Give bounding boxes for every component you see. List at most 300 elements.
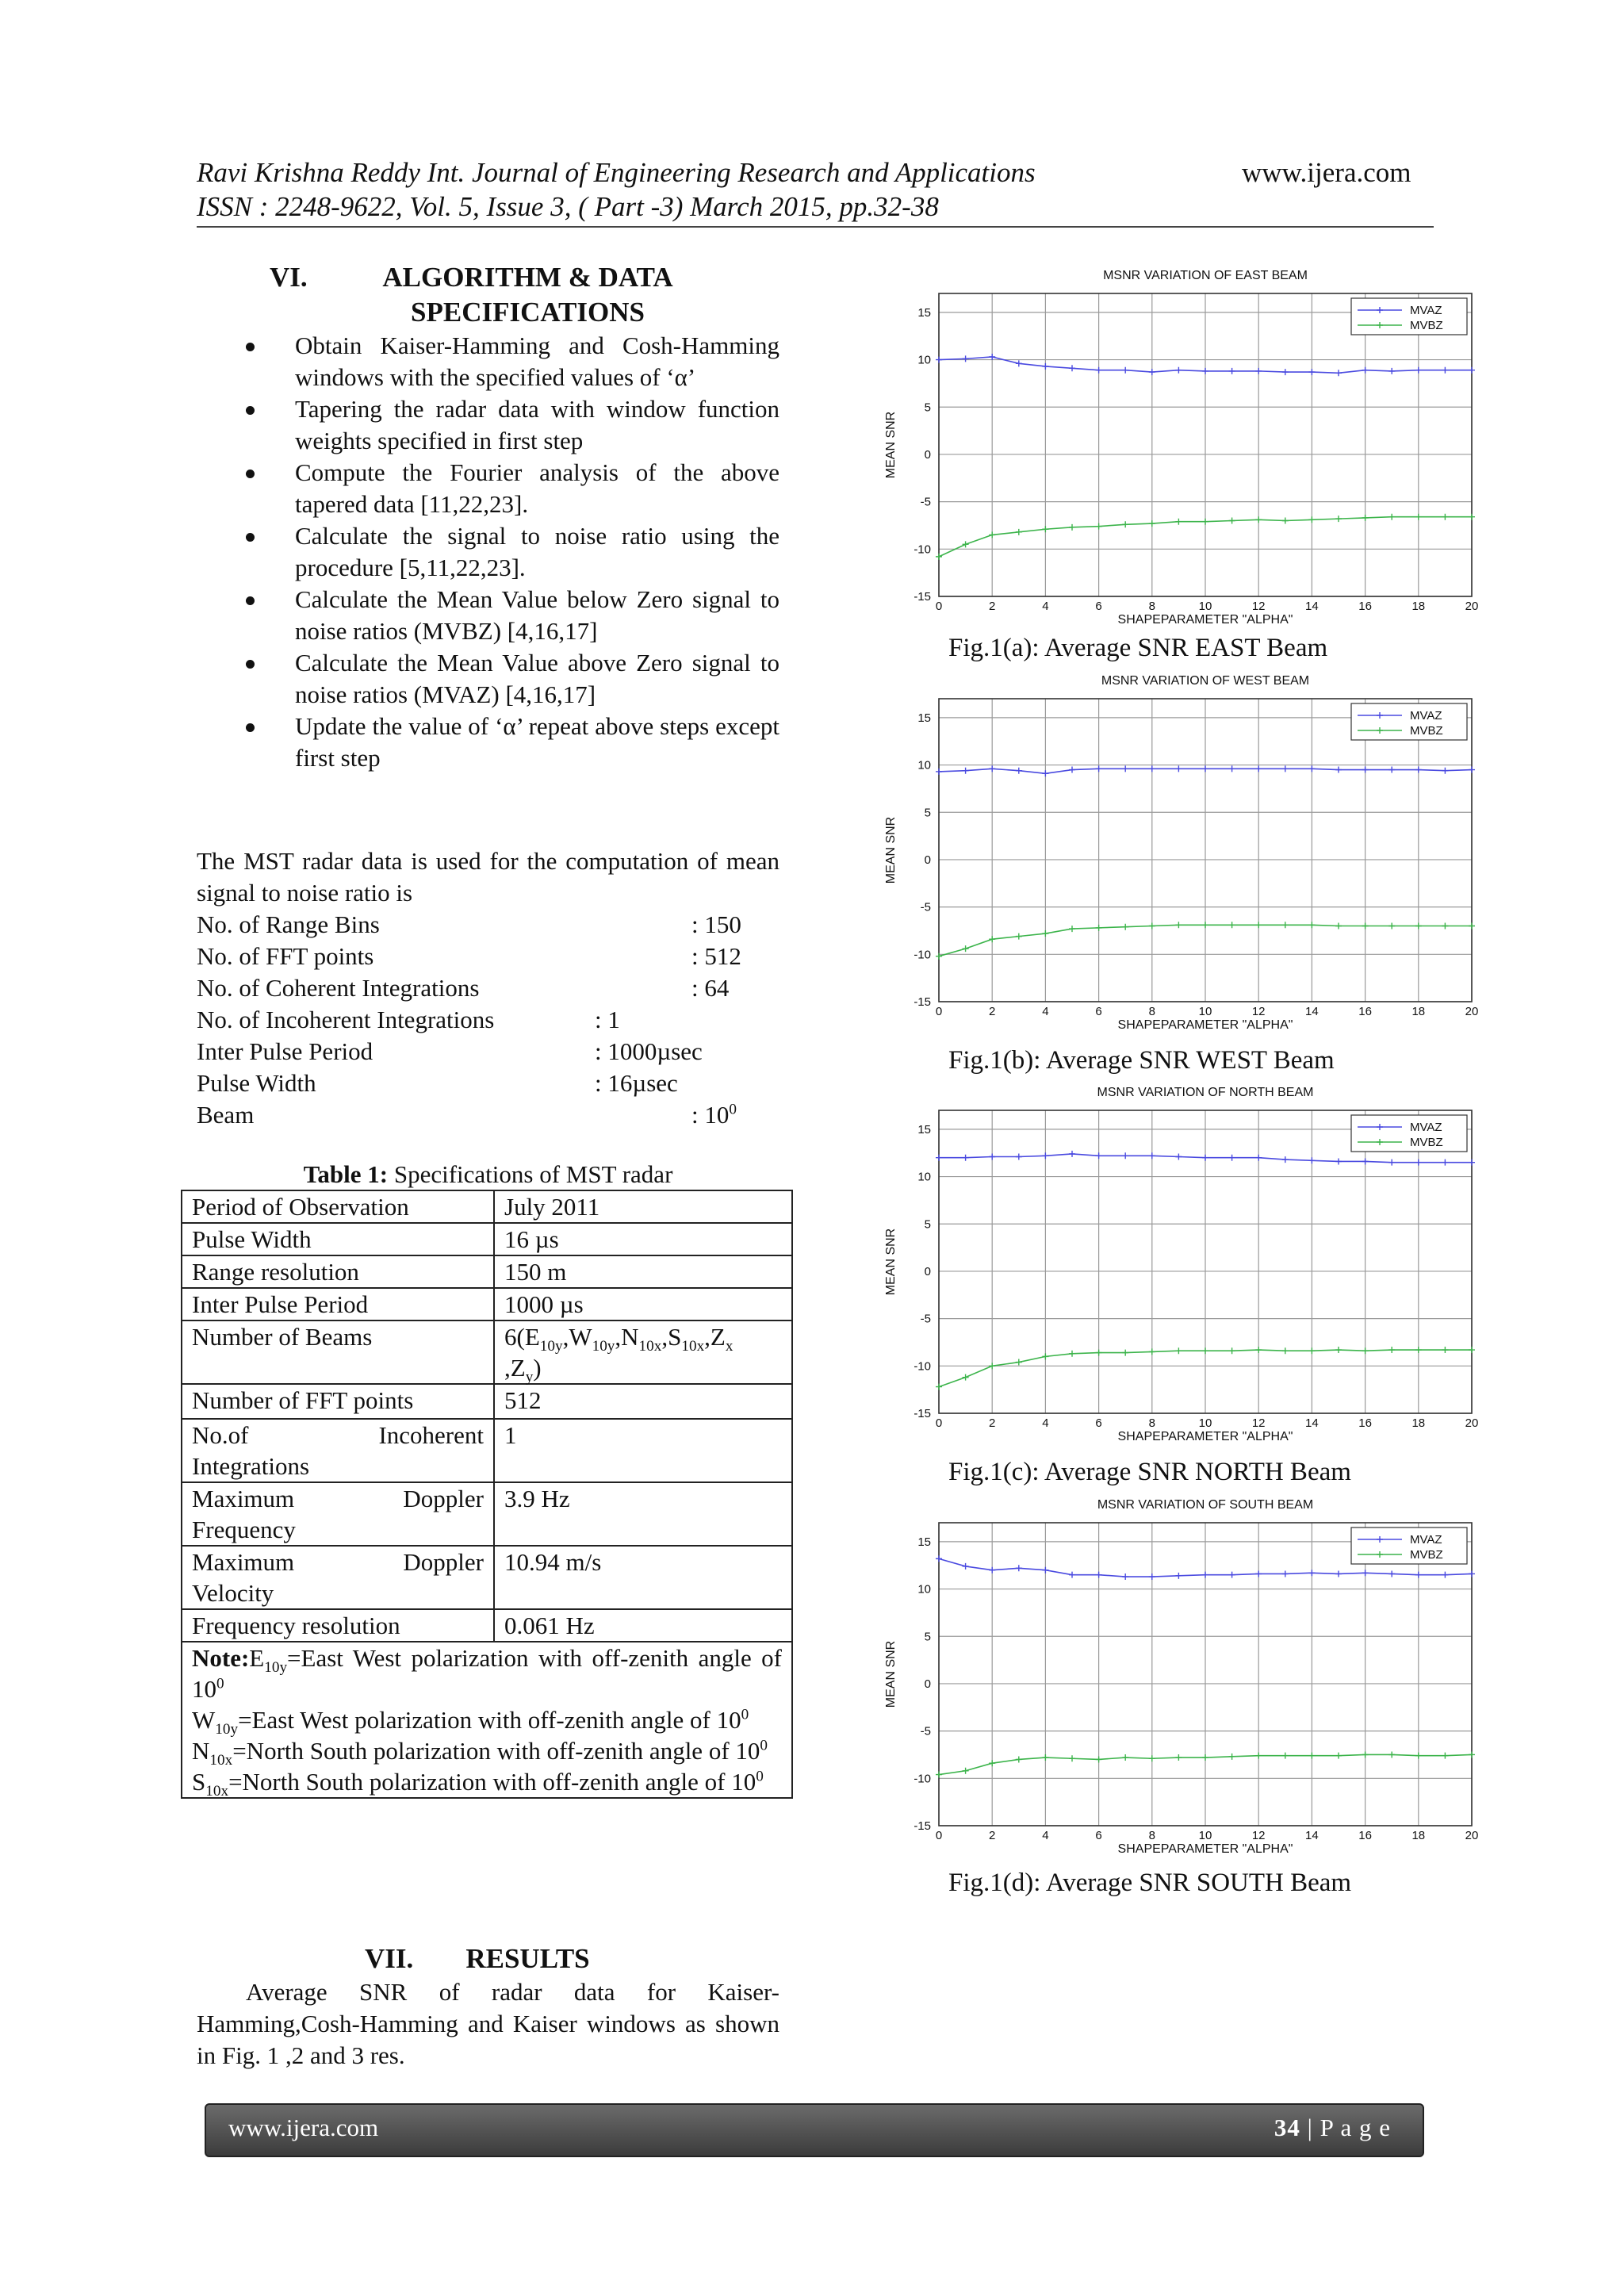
- legend-label-mvaz: MVAZ: [1410, 1121, 1442, 1134]
- algorithm-steps-list: [197, 330, 779, 774]
- table-row: [182, 1546, 792, 1609]
- data-point-mvaz: [1096, 1572, 1102, 1578]
- data-point-mvaz: [989, 1567, 995, 1573]
- section-6-title-line2: SPECIFICATIONS: [411, 297, 645, 328]
- beam-text: ,S: [661, 1323, 682, 1351]
- y-tick-label: -5: [920, 495, 931, 509]
- data-point-mvaz: [1229, 765, 1235, 772]
- bullet-icon: [246, 596, 255, 605]
- data-point-mvaz: [1442, 1159, 1448, 1166]
- data-point-mvbz: [1335, 923, 1342, 930]
- y-tick-label: 10: [917, 758, 931, 772]
- data-point-mvbz: [1016, 1756, 1022, 1762]
- x-tick-label: 4: [1042, 1416, 1049, 1430]
- key-word: Maximum: [192, 1548, 295, 1576]
- chart-svg: [872, 667, 1484, 1050]
- beam-text: ,Z: [504, 1354, 526, 1382]
- data-point-mvaz: [1282, 1570, 1289, 1577]
- table-cell-value: 512: [494, 1384, 792, 1419]
- table-cell-value: 1: [494, 1419, 792, 1482]
- x-tick-label: 8: [1148, 1829, 1155, 1842]
- bullet-icon: [246, 406, 255, 415]
- data-point-mvaz: [989, 354, 995, 360]
- table-cell-key: Inter Pulse Period: [182, 1288, 494, 1320]
- journal-header-line1: Ravi Krishna Reddy Int. Journal of Engineering Research and Applications: [197, 157, 1036, 188]
- x-tick-label: 2: [989, 1829, 996, 1842]
- table-row: [182, 1288, 792, 1320]
- x-tick-label: 10: [1198, 1829, 1212, 1842]
- data-point-mvaz: [1042, 1152, 1048, 1159]
- data-point-mvbz: [989, 1363, 995, 1369]
- y-axis-label: MEAN SNR: [884, 1228, 898, 1296]
- x-tick-label: 6: [1095, 600, 1102, 613]
- spec-label: No. of FFT points: [197, 942, 374, 970]
- table-cell-key: Range resolution: [182, 1255, 494, 1288]
- algorithm-step: [197, 711, 779, 774]
- data-point-mvbz: [1202, 1347, 1208, 1354]
- spec-value: : 150: [691, 910, 741, 938]
- data-point-mvbz: [1069, 926, 1075, 932]
- data-point-mvbz: [963, 541, 969, 547]
- chart-grid: [939, 699, 1472, 1002]
- data-point-mvbz: [989, 936, 995, 942]
- y-tick-label: -5: [920, 900, 931, 914]
- data-point-mvaz: [1175, 1153, 1182, 1159]
- note-symbol: E: [249, 1644, 265, 1672]
- data-point-mvaz: [1069, 365, 1075, 371]
- table-cell-value: 10.94 m/s: [494, 1546, 792, 1609]
- x-tick-label: 14: [1305, 600, 1319, 613]
- data-point-mvbz: [1308, 516, 1315, 523]
- x-tick-label: 14: [1305, 1005, 1319, 1018]
- beam-sub: 10y: [539, 1338, 563, 1355]
- section-6-number: VI.: [270, 262, 308, 293]
- data-point-mvaz: [1362, 1158, 1369, 1164]
- x-tick-label: 2: [989, 1005, 996, 1018]
- data-point-mvaz: [1042, 363, 1048, 370]
- data-point-mvaz: [1202, 1572, 1208, 1578]
- table-row: [182, 1320, 792, 1384]
- data-point-mvbz: [1096, 523, 1102, 530]
- section-7-title: RESULTS: [465, 1943, 590, 1974]
- data-point-mvbz: [1335, 1753, 1342, 1759]
- table-cell-key: Number of FFT points: [182, 1384, 494, 1419]
- note-text: =North South polarization with off-zenith angle of 10: [232, 1737, 760, 1765]
- note-sup: 0: [760, 1737, 768, 1754]
- y-tick-label: -15: [914, 1407, 931, 1420]
- data-point-mvbz: [1042, 526, 1048, 532]
- legend-box: [1351, 298, 1467, 335]
- data-point-mvaz: [936, 1155, 942, 1161]
- data-point-mvaz: [1069, 1151, 1075, 1157]
- data-point-mvbz: [1229, 922, 1235, 928]
- x-tick-label: 16: [1358, 1829, 1372, 1842]
- data-point-mvaz: [1175, 765, 1182, 772]
- y-tick-label: 5: [924, 401, 931, 415]
- data-point-mvbz: [1202, 1754, 1208, 1761]
- footer-site-link[interactable]: www.ijera.com: [228, 2114, 379, 2141]
- note-symbol: N: [192, 1737, 210, 1765]
- data-point-mvaz: [1096, 367, 1102, 374]
- data-point-mvbz: [1255, 1347, 1262, 1353]
- data-point-mvaz: [1016, 1153, 1022, 1159]
- note-line-south: [192, 1766, 782, 1800]
- chart-west-beam: [872, 667, 1484, 1050]
- data-point-mvaz: [1122, 1573, 1128, 1580]
- beam-sub: 10x: [638, 1338, 662, 1355]
- table-row: [182, 1255, 792, 1288]
- x-tick-label: 0: [935, 1005, 943, 1018]
- spec-value: : 512: [691, 942, 741, 970]
- x-tick-label: 12: [1251, 600, 1266, 613]
- legend-label-mvaz: MVAZ: [1410, 1533, 1442, 1547]
- spec-label: Inter Pulse Period: [197, 1037, 373, 1065]
- table-cell-key: Number of Beams: [182, 1320, 494, 1384]
- spec-value-sup: 0: [729, 1101, 737, 1118]
- y-tick-label: 0: [924, 1677, 931, 1691]
- data-point-mvbz: [1335, 516, 1342, 522]
- data-point-mvaz: [1202, 1155, 1208, 1161]
- key-word: No.of: [192, 1421, 249, 1449]
- data-point-mvbz: [1362, 515, 1369, 521]
- key-word: Integrations: [192, 1452, 310, 1480]
- x-tick-label: 14: [1305, 1829, 1319, 1842]
- data-point-mvbz: [1096, 1756, 1102, 1762]
- data-point-mvbz: [1175, 1347, 1182, 1354]
- beam-text: ,N: [615, 1323, 639, 1351]
- algorithm-step-text: Update the value of ‘α’ repeat above steps except first step: [295, 712, 779, 772]
- fig-1a-caption: Fig.1(a): Average SNR EAST Beam: [948, 634, 1328, 662]
- chart-north-beam: [872, 1079, 1484, 1462]
- data-point-mvbz: [963, 945, 969, 952]
- data-point-mvbz: [1069, 1351, 1075, 1357]
- beam-text: ,Z: [704, 1323, 726, 1351]
- table-1-caption: [197, 1159, 779, 1190]
- x-tick-label: 12: [1251, 1829, 1266, 1842]
- data-point-mvbz: [1282, 1753, 1289, 1759]
- data-point-mvbz: [989, 531, 995, 538]
- data-point-mvaz: [1229, 1572, 1235, 1578]
- note-sub: 10y: [264, 1659, 288, 1677]
- table-cell-value: 150 m: [494, 1255, 792, 1288]
- data-point-mvaz: [1442, 768, 1448, 774]
- spec-value-text: : 10: [691, 1101, 730, 1129]
- note-symbol: W: [192, 1706, 216, 1734]
- table-cell-value: 16 µs: [494, 1223, 792, 1255]
- bullet-icon: [246, 660, 255, 669]
- x-axis-label: SHAPEPARAMETER "ALPHA": [1117, 613, 1293, 627]
- data-point-mvaz: [1469, 1570, 1475, 1577]
- algorithm-step-text: Calculate the Mean Value below Zero signal to noise ratios (MVBZ) [4,16,17]: [295, 585, 779, 645]
- data-point-mvbz: [1308, 1753, 1315, 1759]
- table-row: [182, 1609, 792, 1642]
- journal-site-link[interactable]: www.ijera.com: [1242, 157, 1411, 188]
- x-tick-label: 0: [935, 1829, 943, 1842]
- y-axis-label: MEAN SNR: [884, 1640, 898, 1708]
- radar-spec-list: [197, 909, 779, 1131]
- algorithm-step: [197, 584, 779, 647]
- data-point-mvbz: [1415, 1347, 1422, 1353]
- data-point-mvbz: [1175, 922, 1182, 928]
- data-point-mvaz: [936, 769, 942, 775]
- data-point-mvbz: [1229, 1754, 1235, 1760]
- x-tick-label: 16: [1358, 1005, 1372, 1018]
- data-point-mvaz: [1042, 770, 1048, 776]
- data-point-mvaz: [1016, 360, 1022, 366]
- mst-intro-paragraph: The MST radar data is used for the computation of mean signal to noise ratio is: [197, 847, 779, 907]
- algorithm-step-text: Tapering the radar data with window function weights specified in first step: [295, 395, 779, 454]
- data-point-mvaz: [1096, 1152, 1102, 1159]
- data-point-mvaz: [1469, 367, 1475, 374]
- table-cell-key: Period of Observation: [182, 1190, 494, 1223]
- data-point-mvaz: [1335, 1158, 1342, 1164]
- data-point-mvaz: [1149, 1152, 1155, 1159]
- chart-title: MSNR VARIATION OF EAST BEAM: [1103, 269, 1308, 282]
- key-word: Doppler: [403, 1485, 484, 1512]
- data-point-mvaz: [1415, 767, 1422, 773]
- algorithm-step: [197, 520, 779, 584]
- data-point-mvaz: [1388, 767, 1395, 773]
- data-point-mvaz: [1282, 369, 1289, 375]
- algorithm-step-text: Calculate the signal to noise ratio using the procedure [5,11,22,23].: [295, 522, 779, 581]
- data-point-mvbz: [1122, 1754, 1128, 1761]
- x-tick-label: 8: [1148, 600, 1155, 613]
- data-point-mvbz: [1282, 922, 1289, 928]
- data-point-mvaz: [936, 357, 942, 363]
- y-tick-label: 5: [924, 806, 931, 820]
- y-tick-label: -5: [920, 1724, 931, 1738]
- data-point-mvaz: [1069, 767, 1075, 773]
- chart-title: MSNR VARIATION OF WEST BEAM: [1101, 674, 1310, 688]
- data-point-mvaz: [1308, 1570, 1315, 1576]
- data-point-mvbz: [1362, 1347, 1369, 1354]
- page-footer: [205, 2103, 1424, 2157]
- y-tick-label: 15: [917, 305, 931, 320]
- data-point-mvaz: [1202, 765, 1208, 772]
- table-cell-key: [182, 1419, 494, 1482]
- data-point-mvbz: [936, 1384, 942, 1390]
- data-point-mvbz: [1388, 514, 1395, 520]
- x-tick-label: 14: [1305, 1416, 1319, 1430]
- data-point-mvaz: [1255, 368, 1262, 374]
- data-point-mvaz: [1308, 765, 1315, 772]
- data-point-mvbz: [1202, 519, 1208, 525]
- chart-svg: [872, 1491, 1484, 1874]
- x-tick-label: 20: [1465, 600, 1479, 613]
- data-point-mvaz: [1175, 1573, 1182, 1579]
- data-point-mvaz: [1202, 368, 1208, 374]
- table-cell-key: Pulse Width: [182, 1223, 494, 1255]
- note-label: Note:: [192, 1644, 250, 1672]
- x-tick-label: 16: [1358, 600, 1372, 613]
- chart-title: MSNR VARIATION OF SOUTH BEAM: [1097, 1498, 1314, 1512]
- beam-text: ): [533, 1354, 542, 1382]
- data-point-mvaz: [1175, 367, 1182, 374]
- data-point-mvaz: [936, 1555, 942, 1562]
- spec-row: [197, 1004, 779, 1036]
- data-point-mvaz: [1255, 765, 1262, 772]
- beam-sub: x: [725, 1338, 733, 1355]
- mst-radar-spec-table: [181, 1190, 793, 1799]
- data-point-mvaz: [1388, 1570, 1395, 1577]
- table-1-caption-label: Table 1:: [303, 1160, 389, 1188]
- y-tick-label: 0: [924, 853, 931, 867]
- table-row: [182, 1482, 792, 1546]
- note-text: =North South polarization with off-zenith angle of 10: [228, 1768, 756, 1796]
- note-line-west: [192, 1704, 782, 1738]
- x-tick-label: 4: [1042, 1005, 1049, 1018]
- data-point-mvaz: [1229, 1155, 1235, 1161]
- spec-row: [197, 941, 779, 972]
- spec-value: : 64: [691, 974, 730, 1002]
- x-tick-label: 2: [989, 600, 996, 613]
- note-sub: 10y: [215, 1721, 239, 1738]
- table-note: [182, 1642, 792, 1798]
- algorithm-step-text: Compute the Fourier analysis of the above tapered data [11,22,23].: [295, 458, 779, 518]
- algorithm-step: [197, 330, 779, 393]
- section-7-heading: [197, 1941, 779, 1976]
- data-point-mvbz: [1229, 518, 1235, 524]
- key-word: Maximum: [192, 1485, 295, 1512]
- x-tick-label: 18: [1411, 1416, 1426, 1430]
- algorithm-step-text: Calculate the Mean Value above Zero signal to noise ratios (MVAZ) [4,16,17]: [295, 649, 779, 708]
- x-tick-label: 10: [1198, 1005, 1212, 1018]
- data-point-mvaz: [963, 768, 969, 774]
- table-row: [182, 1223, 792, 1255]
- spec-row: [197, 972, 779, 1004]
- x-axis-label: SHAPEPARAMETER "ALPHA": [1117, 1430, 1293, 1443]
- y-tick-label: -10: [914, 1772, 931, 1786]
- x-tick-label: 4: [1042, 1829, 1049, 1842]
- table-cell-key: [182, 1482, 494, 1546]
- data-point-mvaz: [1255, 1155, 1262, 1161]
- x-axis-label: SHAPEPARAMETER "ALPHA": [1117, 1018, 1293, 1032]
- data-point-mvbz: [1415, 1753, 1422, 1759]
- data-point-mvaz: [1415, 367, 1422, 374]
- y-axis-label: MEAN SNR: [884, 816, 898, 884]
- data-point-mvaz: [1415, 1159, 1422, 1166]
- data-point-mvbz: [963, 1768, 969, 1774]
- data-point-mvbz: [1335, 1347, 1342, 1353]
- data-point-mvaz: [1282, 1156, 1289, 1163]
- data-point-mvaz: [1335, 370, 1342, 376]
- data-point-mvaz: [1122, 765, 1128, 772]
- data-point-mvaz: [1362, 367, 1369, 374]
- data-point-mvaz: [1016, 1565, 1022, 1571]
- journal-header-line2: ISSN : 2248-9622, Vol. 5, Issue 3, ( Part -3) March 2015, pp.32-38: [197, 191, 939, 222]
- data-point-mvbz: [1362, 923, 1369, 930]
- data-point-mvbz: [1122, 924, 1128, 930]
- algorithm-step: [197, 457, 779, 520]
- note-sup: 0: [756, 1768, 764, 1785]
- x-tick-label: 18: [1411, 600, 1426, 613]
- y-tick-label: -10: [914, 542, 931, 557]
- section-6: [197, 260, 779, 774]
- data-point-mvbz: [963, 1374, 969, 1381]
- data-point-mvbz: [1442, 1347, 1448, 1353]
- data-point-mvbz: [1469, 1347, 1475, 1353]
- data-point-mvaz: [1149, 1573, 1155, 1580]
- legend-label-mvaz: MVAZ: [1410, 304, 1442, 317]
- data-point-mvaz: [1282, 765, 1289, 772]
- data-point-mvaz: [1335, 767, 1342, 773]
- beam-text: ,W: [562, 1323, 592, 1351]
- data-point-mvaz: [989, 1153, 995, 1159]
- table-cell-value: [494, 1320, 792, 1384]
- data-point-mvaz: [1308, 369, 1315, 375]
- x-tick-label: 4: [1042, 600, 1049, 613]
- data-point-mvbz: [1415, 923, 1422, 930]
- data-point-mvbz: [1255, 1753, 1262, 1759]
- chart-svg: [872, 262, 1484, 645]
- spec-row: [197, 1068, 779, 1099]
- legend-box: [1351, 703, 1467, 740]
- table-note-row: [182, 1642, 792, 1798]
- data-point-mvaz: [1122, 1152, 1128, 1159]
- data-point-mvaz: [963, 355, 969, 362]
- legend-box: [1351, 1527, 1467, 1564]
- x-tick-label: 18: [1411, 1005, 1426, 1018]
- spec-value: : 16µsec: [595, 1069, 678, 1097]
- table-cell-value: 3.9 Hz: [494, 1482, 792, 1546]
- y-tick-label: -15: [914, 995, 931, 1009]
- beam-sub: y: [525, 1369, 534, 1386]
- spec-row: [197, 909, 779, 941]
- table-cell-value: July 2011: [494, 1190, 792, 1223]
- chart-south-beam: [872, 1491, 1484, 1874]
- data-point-mvbz: [1122, 521, 1128, 527]
- spec-label: Beam: [197, 1101, 255, 1129]
- y-tick-label: 10: [917, 1170, 931, 1184]
- y-tick-label: 10: [917, 353, 931, 367]
- data-point-mvbz: [1469, 514, 1475, 520]
- data-point-mvaz: [1122, 367, 1128, 374]
- data-point-mvaz: [1149, 765, 1155, 772]
- algorithm-step: [197, 647, 779, 711]
- data-point-mvbz: [1415, 514, 1422, 520]
- spec-row: [197, 1099, 779, 1131]
- data-point-mvaz: [1149, 369, 1155, 375]
- x-tick-label: 20: [1465, 1005, 1479, 1018]
- x-tick-label: 6: [1095, 1829, 1102, 1842]
- fig-1b-caption: Fig.1(b): Average SNR WEST Beam: [948, 1046, 1335, 1075]
- data-point-mvbz: [1388, 923, 1395, 930]
- x-tick-label: 6: [1095, 1416, 1102, 1430]
- y-tick-label: 15: [917, 711, 931, 725]
- spec-label: No. of Range Bins: [197, 910, 380, 938]
- x-tick-label: 10: [1198, 600, 1212, 613]
- data-point-mvaz: [1442, 1572, 1448, 1578]
- chart-svg: [872, 1079, 1484, 1462]
- data-point-mvaz: [1469, 767, 1475, 773]
- bullet-icon: [246, 343, 255, 351]
- data-point-mvaz: [1415, 1572, 1422, 1578]
- y-tick-label: 10: [917, 1582, 931, 1596]
- key-word: Velocity: [192, 1579, 274, 1607]
- key-word: Incoherent: [378, 1421, 484, 1449]
- data-point-mvbz: [936, 1772, 942, 1778]
- x-tick-label: 0: [935, 1416, 943, 1430]
- section-7-number: VII.: [365, 1943, 414, 1974]
- x-tick-label: 2: [989, 1416, 996, 1430]
- data-point-mvbz: [1282, 1347, 1289, 1354]
- y-tick-label: 15: [917, 1122, 931, 1137]
- data-point-mvaz: [1042, 1567, 1048, 1573]
- data-point-mvbz: [1149, 520, 1155, 527]
- section-7: [197, 1941, 779, 2072]
- note-sup: 0: [216, 1675, 224, 1692]
- y-tick-label: -10: [914, 1359, 931, 1374]
